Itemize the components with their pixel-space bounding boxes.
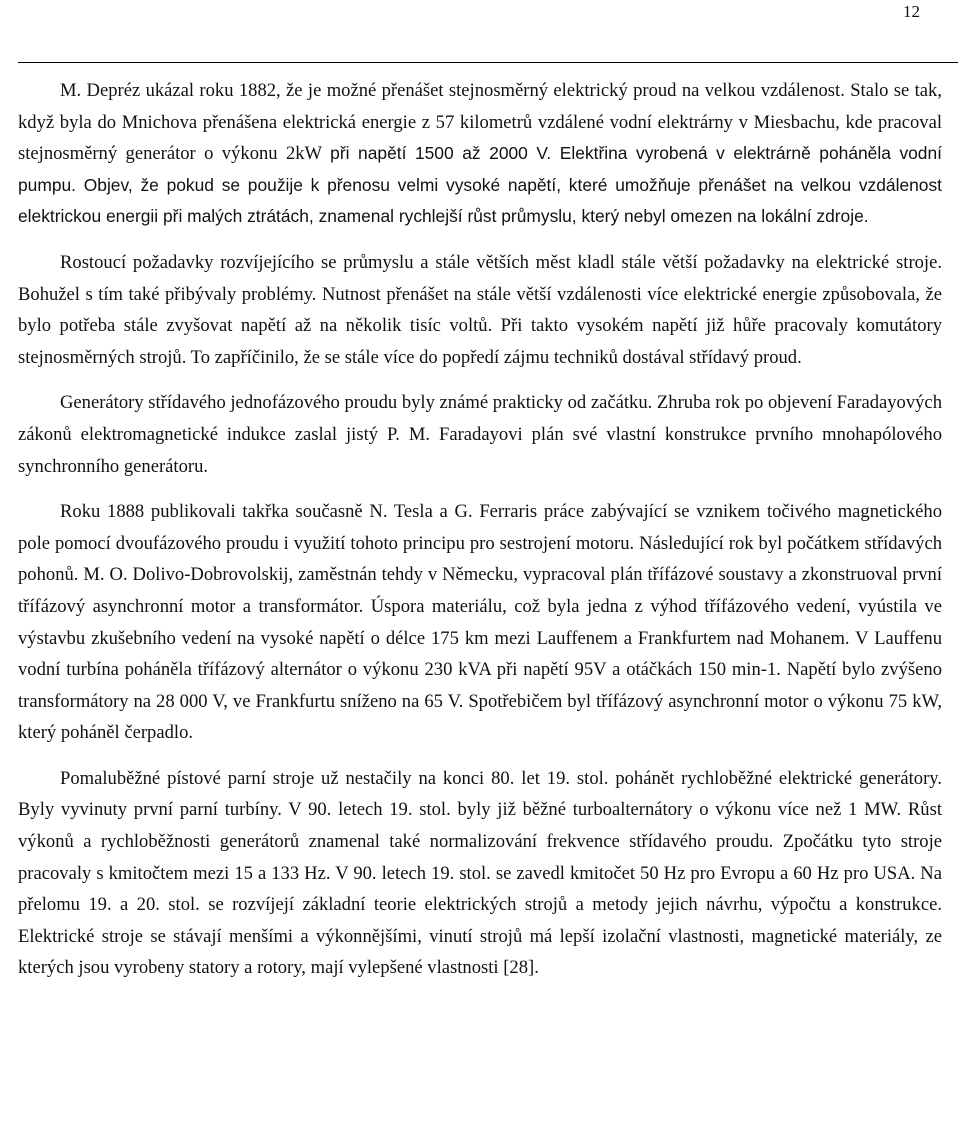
paragraph-1 (18, 75, 942, 233)
paragraph-5: Pomaluběžné pístové parní stroje už nestačily na konci 80. let 19. stol. pohánět rychloběžné elektrické generátory. Byly vyvinuty první parní turbíny. V 90. letech 19. stol. byly již běžné turboalternátory o výkonu více než 1 MW. Růst výkonů a rychloběžnosti generátorů znamenal také normalizování frekvence střídavého proudu. Zpočátku tyto stroje pracovaly s kmitočtem mezi 15 a 133 Hz. V 90. letech 19. stol. se zavedl kmitočet 50 Hz pro Evropu a 60 Hz pro USA. Na přelomu 19. a 20. stol. se rozvíjejí základní teorie elektrických strojů a metody jejich návrhu, výpočtu a konstrukce. Elektrické stroje se stávají menšími a výkonnějšími, vinutí strojů má lepší izolační vlastnosti, magnetické materiály, ze kterých jsou vyrobeny statory a rotory, mají vylepšené vlastnosti [28]. (18, 767, 942, 979)
document-body (18, 75, 942, 998)
header-rule (18, 62, 958, 63)
paragraph-2: Rostoucí požadavky rozvíjejícího se průmyslu a stále větších měst kladl stále větší požadavky na elektrické stroje. Bohužel s tím také přibývaly problémy. Nutnost přenášet na stále větší vzdálenosti více elektrické energie způsobovala, že bylo potřeba stále zvyšovat napětí až na několik tisíc voltů. Při takto vysokém napětí již hůře pracovaly komutátory stejnosměrných strojů. To zapříčinilo, že se stále více do popředí zájmu techniků dostával střídavý proud. (18, 251, 942, 368)
page-number: 12 (903, 2, 920, 21)
paragraph-1-sans-text: při napětí 1500 až 2000 V. Elektřina vyrobená v elektrárně poháněla vodní pumpu. Objev, že pokud se použije k přenosu velmi vysoké napětí, které umožňuje přenášet na velkou vzdálenost elektrickou energii při malých ztrátách, znamenal rychlejší růst průmyslu, který nebyl omezen na lokální zdroje. (18, 143, 942, 227)
paragraph-4: Roku 1888 publikovali takřka současně N. Tesla a G. Ferraris práce zabývající se vznikem točivého magnetického pole pomocí dvoufázového proudu i využití tohoto principu pro sestrojení motoru. Následující rok byl počátkem střídavých pohonů. M. O. Dolivo-Dobrovolskij, zaměstnán tehdy v Německu, vypracoval plán třífázové soustavy a zkonstruoval první třífázový asynchronní motor a transformátor. Úspora materiálu, což byla jedna z výhod třífázového vedení, vyústila ve výstavbu zkušebního vedení na vysoké napětí o délce 175 km mezi Lauffenem a Frankfurtem nad Mohanem. V Lauffenu vodní turbína poháněla třífázový alternátor o výkonu 230 kVA při napětí 95V a otáčkách 150 min-1. Napětí bylo zvýšeno transformátory na 28 000 V, ve Frankfurtu sníženo na 65 V. Spotřebičem byl třífázový asynchronní motor o výkonu 75 kW, který poháněl čerpadlo. (18, 501, 942, 744)
paragraph-1-serif-text: M. Depréz ukázal roku 1882, že je možné přenášet stejnosměrný elektrický proud na velkou vzdálenost. Stalo se tak, když byla do Mnichova přenášena elektrická energie z 57 kilometrů vzdálené vodní elektrárny v Miesbachu, kde pracoval stejnosměrný generátor o výkonu 2kW (18, 80, 942, 165)
paragraph-3: Generátory střídavého jednofázového proudu byly známé prakticky od začátku. Zhruba rok po objevení Faradayových zákonů elektromagnetické indukce zaslal jistý P. M. Faradayovi plán své vlastní konstrukce prvního mnohapólového synchronního generátoru. (18, 392, 942, 477)
